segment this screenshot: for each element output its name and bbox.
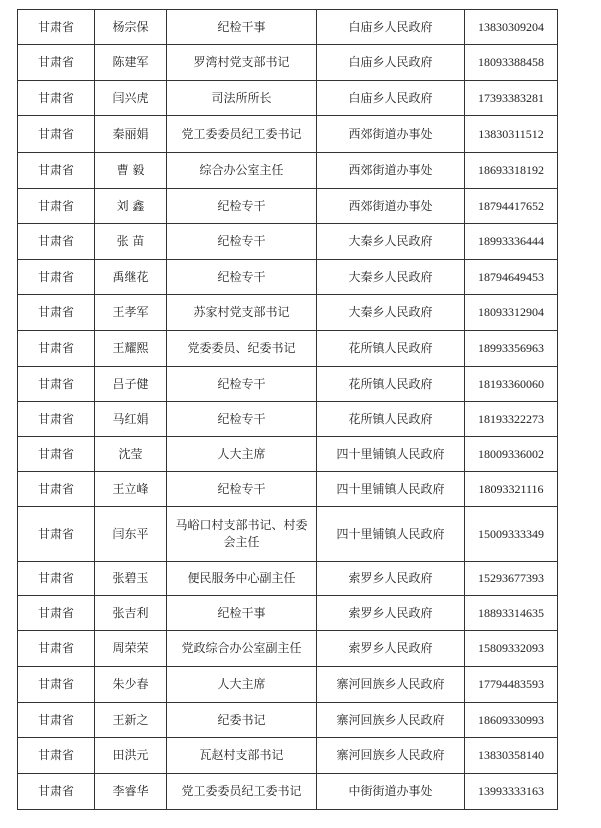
cell-position: 纪检干事: [167, 596, 317, 631]
cell-name: 张 苗: [95, 224, 167, 260]
cell-name: 闫兴虎: [95, 81, 167, 116]
table-row: [18, 631, 558, 667]
cell-phone: 13993333163: [465, 774, 558, 810]
cell-unit: 四十里铺镇人民政府: [317, 507, 465, 562]
cell-province: 甘肃省: [18, 402, 95, 437]
cell-position: 纪检专干: [167, 224, 317, 260]
table-row: [18, 10, 558, 45]
cell-position: 便民服务中心副主任: [167, 562, 317, 596]
cell-name: 刘 鑫: [95, 189, 167, 224]
cell-position: 纪委书记: [167, 703, 317, 738]
cell-position: 党政综合办公室副主任: [167, 631, 317, 667]
cell-province: 甘肃省: [18, 331, 95, 367]
cell-province: 甘肃省: [18, 437, 95, 472]
cell-phone: 15809332093: [465, 631, 558, 667]
cell-phone: 18993356963: [465, 331, 558, 367]
cell-province: 甘肃省: [18, 507, 95, 562]
cell-name: 周荣荣: [95, 631, 167, 667]
cell-province: 甘肃省: [18, 116, 95, 153]
cell-phone: 18794417652: [465, 189, 558, 224]
table-row: [18, 596, 558, 631]
cell-name: 张吉利: [95, 596, 167, 631]
table-row: [18, 774, 558, 810]
cell-phone: 18093388458: [465, 45, 558, 81]
cell-unit: 西郊街道办事处: [317, 189, 465, 224]
cell-phone: 18009336002: [465, 437, 558, 472]
cell-phone: 13830358140: [465, 738, 558, 774]
cell-province: 甘肃省: [18, 224, 95, 260]
cell-unit: 花所镇人民政府: [317, 367, 465, 402]
cell-name: 闫东平: [95, 507, 167, 562]
table-row: [18, 367, 558, 402]
cell-unit: 白庙乡人民政府: [317, 81, 465, 116]
table-row: [18, 738, 558, 774]
table-row: [18, 295, 558, 331]
cell-unit: 寨河回族乡人民政府: [317, 738, 465, 774]
cell-unit: 白庙乡人民政府: [317, 45, 465, 81]
cell-position: 纪检专干: [167, 260, 317, 295]
table-row: [18, 224, 558, 260]
cell-province: 甘肃省: [18, 667, 95, 703]
cell-unit: 花所镇人民政府: [317, 331, 465, 367]
cell-unit: 大秦乡人民政府: [317, 295, 465, 331]
cell-name: 秦丽娟: [95, 116, 167, 153]
cell-name: 王新之: [95, 703, 167, 738]
cell-unit: 索罗乡人民政府: [317, 596, 465, 631]
cell-province: 甘肃省: [18, 703, 95, 738]
cell-name: 吕子健: [95, 367, 167, 402]
cell-phone: 17393383281: [465, 81, 558, 116]
cell-phone: 18193360060: [465, 367, 558, 402]
cell-province: 甘肃省: [18, 631, 95, 667]
cell-phone: 17794483593: [465, 667, 558, 703]
cell-phone: 18794649453: [465, 260, 558, 295]
cell-province: 甘肃省: [18, 81, 95, 116]
cell-position: 瓦赵村支部书记: [167, 738, 317, 774]
cell-name: 王孝军: [95, 295, 167, 331]
cell-position: 人大主席: [167, 667, 317, 703]
table-row: [18, 81, 558, 116]
cell-name: 曹 毅: [95, 153, 167, 189]
table-row: [18, 402, 558, 437]
cell-position: 纪检干事: [167, 10, 317, 45]
cell-position: 党工委委员纪工委书记: [167, 774, 317, 810]
cell-unit: 中街街道办事处: [317, 774, 465, 810]
table-row: [18, 437, 558, 472]
table-row: [18, 331, 558, 367]
cell-unit: 寨河回族乡人民政府: [317, 667, 465, 703]
cell-province: 甘肃省: [18, 738, 95, 774]
table-body: [18, 10, 558, 810]
cell-unit: 大秦乡人民政府: [317, 224, 465, 260]
cell-position: 司法所所长: [167, 81, 317, 116]
table-row: [18, 116, 558, 153]
cell-unit: 西郊街道办事处: [317, 153, 465, 189]
cell-province: 甘肃省: [18, 189, 95, 224]
cell-unit: 白庙乡人民政府: [317, 10, 465, 45]
cell-name: 马红娟: [95, 402, 167, 437]
table-row: [18, 703, 558, 738]
table-row: [18, 562, 558, 596]
table-row: [18, 153, 558, 189]
cell-unit: 花所镇人民政府: [317, 402, 465, 437]
cell-position: 苏家村党支部书记: [167, 295, 317, 331]
cell-name: 陈建军: [95, 45, 167, 81]
cell-province: 甘肃省: [18, 10, 95, 45]
table-row: [18, 667, 558, 703]
cell-province: 甘肃省: [18, 596, 95, 631]
cell-province: 甘肃省: [18, 45, 95, 81]
cell-name: 沈莹: [95, 437, 167, 472]
cell-phone: 15009333349: [465, 507, 558, 562]
cell-unit: 大秦乡人民政府: [317, 260, 465, 295]
cell-position: 马峪口村支部书记、村委会主任: [167, 507, 317, 562]
cell-unit: 索罗乡人民政府: [317, 562, 465, 596]
cell-name: 张碧玉: [95, 562, 167, 596]
cell-name: 王耀熙: [95, 331, 167, 367]
cell-unit: 四十里铺镇人民政府: [317, 472, 465, 507]
cell-unit: 西郊街道办事处: [317, 116, 465, 153]
cell-phone: 13830311512: [465, 116, 558, 153]
cell-province: 甘肃省: [18, 295, 95, 331]
cell-position: 党工委委员纪工委书记: [167, 116, 317, 153]
cell-phone: 18093312904: [465, 295, 558, 331]
cell-phone: 18193322273: [465, 402, 558, 437]
cell-name: 王立峰: [95, 472, 167, 507]
cell-position: 纪检专干: [167, 472, 317, 507]
cell-province: 甘肃省: [18, 562, 95, 596]
cell-position: 罗湾村党支部书记: [167, 45, 317, 81]
cell-province: 甘肃省: [18, 260, 95, 295]
cell-phone: 18993336444: [465, 224, 558, 260]
table-row: [18, 189, 558, 224]
cell-name: 朱少春: [95, 667, 167, 703]
cell-position: 纪检专干: [167, 189, 317, 224]
cell-unit: 四十里铺镇人民政府: [317, 437, 465, 472]
cell-phone: 18893314635: [465, 596, 558, 631]
cell-province: 甘肃省: [18, 774, 95, 810]
cell-phone: 15293677393: [465, 562, 558, 596]
cell-position: 纪检专干: [167, 367, 317, 402]
cell-name: 杨宗保: [95, 10, 167, 45]
cell-unit: 寨河回族乡人民政府: [317, 703, 465, 738]
table-row: [18, 260, 558, 295]
cell-unit: 索罗乡人民政府: [317, 631, 465, 667]
table-row: [18, 472, 558, 507]
cell-phone: 13830309204: [465, 10, 558, 45]
cell-province: 甘肃省: [18, 472, 95, 507]
cell-province: 甘肃省: [18, 153, 95, 189]
cell-position: 党委委员、纪委书记: [167, 331, 317, 367]
cell-position: 综合办公室主任: [167, 153, 317, 189]
cell-phone: 18093321116: [465, 472, 558, 507]
cell-position: 纪检专干: [167, 402, 317, 437]
cell-name: 李睿华: [95, 774, 167, 810]
cell-name: 禹继花: [95, 260, 167, 295]
cell-phone: 18609330993: [465, 703, 558, 738]
cell-phone: 18693318192: [465, 153, 558, 189]
cell-position: 人大主席: [167, 437, 317, 472]
table-row: [18, 507, 558, 562]
cell-province: 甘肃省: [18, 367, 95, 402]
contact-table: [17, 9, 558, 810]
table-row: [18, 45, 558, 81]
cell-name: 田洪元: [95, 738, 167, 774]
